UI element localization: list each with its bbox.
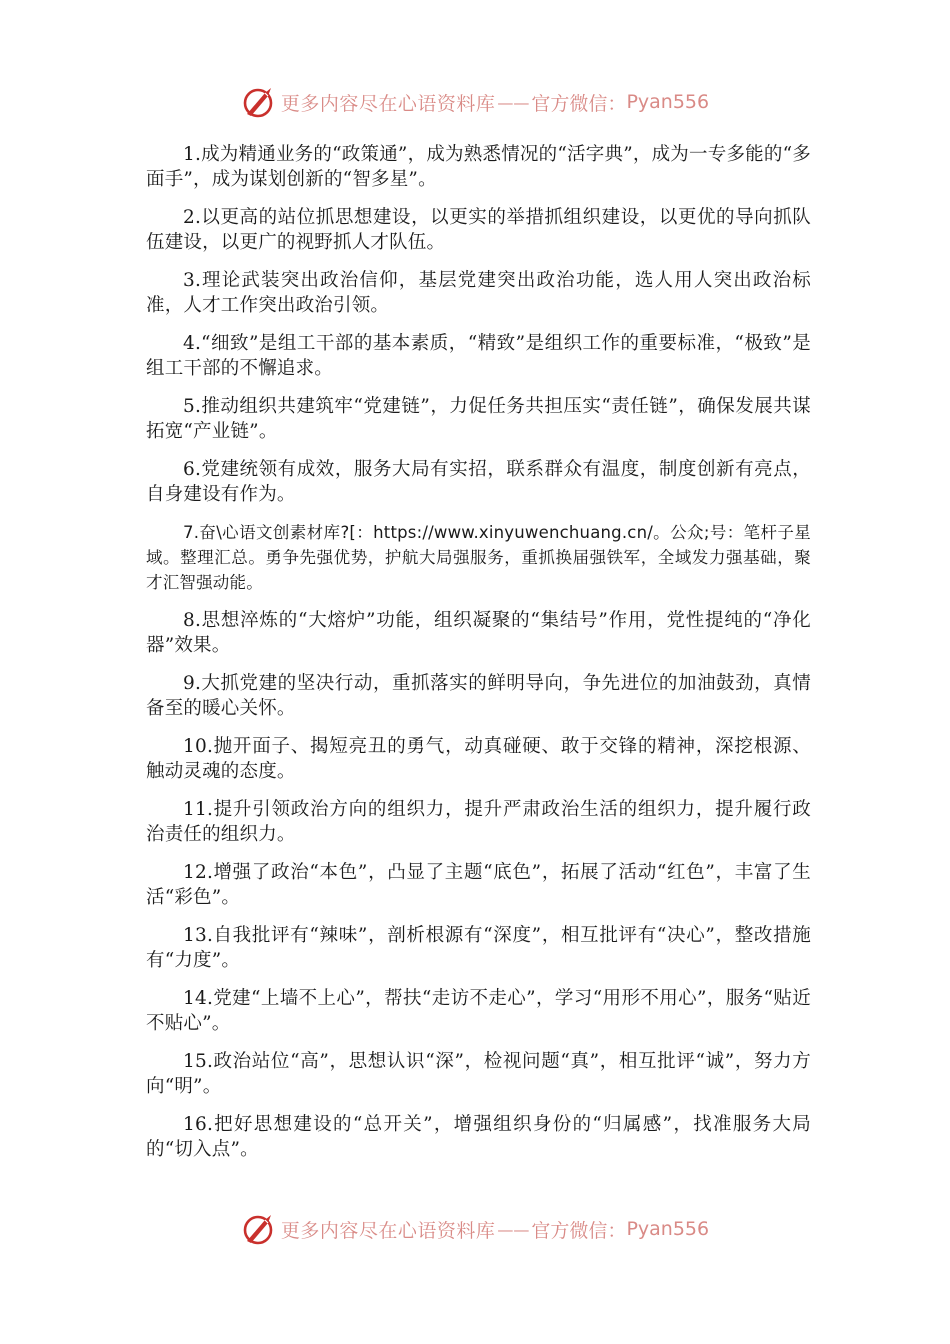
paragraph-11: 11.提升引领政治方向的组织力，提升严肃政治生活的组织力，提升履行政治责任的组织力。 (146, 799, 811, 845)
banner-title: 更多内容尽在心语资料库 (280, 1219, 496, 1242)
paragraph-13: 13.自我批评有“辣味”，剖析根源有“深度”，相互批评有“决心”，整改措施有“力度”。 (146, 925, 811, 971)
banner-wechat-label: 官方微信： (531, 1219, 627, 1242)
header-banner (0, 84, 950, 120)
pen-logo-icon (241, 84, 277, 120)
paragraph-15: 15.政治站位“高”，思想认识“深”，检视问题“真”，相互批评“诚”，努力方向“明”。 (146, 1051, 811, 1097)
paragraph-4: 4.“细致”是组工干部的基本素质，“精致”是组织工作的重要标准，“极致”是组工干部的不懈追求。 (146, 333, 811, 379)
banner-separator: —— (497, 1219, 530, 1239)
banner-wechat-label: 官方微信： (531, 92, 627, 115)
footer-banner (0, 1211, 950, 1247)
document-body (146, 142, 811, 1175)
paragraph-1: 1.成为精通业务的“政策通”，成为熟悉情况的“活字典”，成为一专多能的“多面手”，成为谋划创新的“智多星”。 (146, 144, 811, 190)
pen-logo-icon (241, 1211, 277, 1247)
paragraph-2: 2.以更高的站位抓思想建设，以更实的举措抓组织建设，以更优的导向抓队伍建设，以更广的视野抓人才队伍。 (146, 207, 811, 253)
paragraph-10: 10.抛开面子、揭短亮丑的勇气，动真碰硬、敢于交锋的精神，深挖根源、触动灵魂的态度。 (146, 736, 811, 782)
paragraph-16: 16.把好思想建设的“总开关”，增强组织身份的“归属感”，找准服务大局的“切入点”。 (146, 1114, 811, 1160)
paragraph-7: 7.奋\心语文创素材库?[：https://www.xinyuwenchuang.cn/。公众;号：笔杆子星域。整理汇总。勇争先强优势，护航大局强服务，重抓换届强铁军，全域发力强基础，聚才汇智强动能。 (146, 523, 811, 592)
paragraph-12: 12.增强了政治“本色”，凸显了主题“底色”，拓展了活动“红色”，丰富了生活“彩色”。 (146, 862, 811, 908)
paragraph-6: 6.党建统领有成效，服务大局有实招，联系群众有温度，制度创新有亮点，自身建设有作为。 (146, 459, 811, 505)
banner-title: 更多内容尽在心语资料库 (280, 92, 496, 115)
banner-wechat-id: Pyan556 (626, 1218, 710, 1240)
paragraph-8: 8.思想淬炼的“大熔炉”功能，组织凝聚的“集结号”作用，党性提纯的“净化器”效果。 (146, 610, 811, 656)
paragraph-9: 9.大抓党建的坚决行动，重抓落实的鲜明导向，争先进位的加油鼓劲，真情备至的暖心关怀。 (146, 673, 811, 719)
paragraph-14: 14.党建“上墙不上心”，帮扶“走访不走心”，学习“用形不用心”，服务“贴近不贴心”。 (146, 988, 811, 1034)
banner-separator: —— (497, 92, 530, 112)
paragraph-3: 3.理论武装突出政治信仰，基层党建突出政治功能，选人用人突出政治标准，人才工作突出政治引领。 (146, 270, 811, 316)
paragraph-5: 5.推动组织共建筑牢“党建链”，力促任务共担压实“责任链”，确保发展共谋拓宽“产业链”。 (146, 396, 811, 442)
banner-wechat-id: Pyan556 (626, 91, 710, 113)
